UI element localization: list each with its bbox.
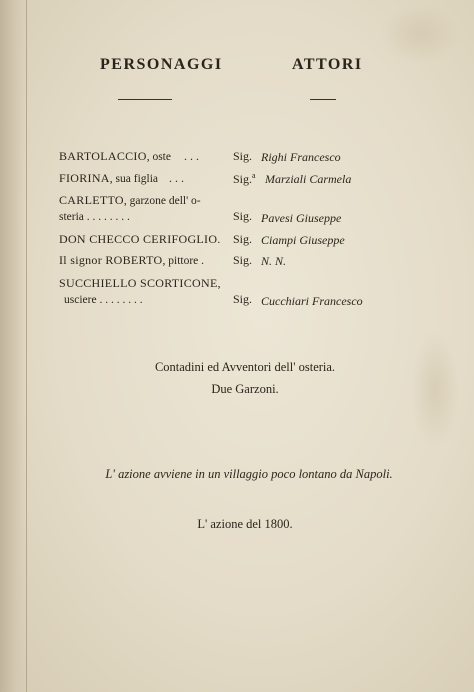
sig-label: Sig. bbox=[233, 232, 253, 246]
cast-row bbox=[59, 276, 220, 291]
character-name: DON CHECCO CERIFOGLIO bbox=[59, 232, 218, 246]
header-rule-right bbox=[310, 99, 336, 100]
cast-row bbox=[59, 193, 201, 208]
character-role: , bbox=[217, 278, 221, 290]
character-name: CARLETTO bbox=[59, 193, 124, 207]
page-spine bbox=[0, 0, 27, 692]
character-role: , sua figlia bbox=[109, 173, 159, 185]
character-role: . bbox=[217, 234, 221, 246]
extras-line-2: Due Garzoni. bbox=[211, 382, 279, 396]
header-rule-left bbox=[118, 99, 172, 100]
header-personaggi: PERSONAGGI bbox=[100, 56, 223, 73]
actor-name: N. N. bbox=[261, 254, 287, 268]
sig-label: Sig. bbox=[233, 209, 253, 223]
paper-stain bbox=[380, 4, 460, 64]
sig-label: Sig. bbox=[233, 292, 253, 306]
actor-name: Cucchiari Francesco bbox=[261, 294, 363, 308]
character-role: steria . . . . . . . . bbox=[59, 211, 130, 223]
character-role: usciere . . . . . . . . bbox=[64, 294, 143, 306]
character-role: , pittore . bbox=[162, 255, 205, 267]
sig-superscript: a bbox=[252, 171, 256, 180]
actor-name: Marziali Carmela bbox=[265, 172, 352, 186]
date-line: L' azione del 1800. bbox=[197, 517, 293, 531]
sig-label: Sig. bbox=[233, 253, 253, 267]
extras-line-1: Contadini ed Avventori dell' osteria. bbox=[154, 360, 336, 374]
character-name: Il signor ROBERTO bbox=[59, 253, 163, 267]
sig-text: Sig. bbox=[233, 172, 253, 186]
cast-row bbox=[59, 171, 184, 186]
character-name: BARTOLACCIO bbox=[59, 149, 147, 163]
cast-row bbox=[59, 209, 130, 224]
actor-name: Ciampi Giuseppe bbox=[261, 233, 345, 247]
cast-row bbox=[64, 292, 143, 307]
header-attori: ATTORI bbox=[292, 56, 363, 73]
actor-name: Pavesi Giuseppe bbox=[261, 211, 342, 225]
character-role: , oste bbox=[146, 151, 171, 163]
sig-label bbox=[233, 171, 256, 187]
sig-label: Sig. bbox=[233, 149, 253, 163]
actor-name: Righi Francesco bbox=[261, 150, 341, 164]
leader-dots: . . . bbox=[183, 149, 199, 163]
character-role: , garzone dell' o- bbox=[123, 195, 201, 207]
cast-row bbox=[59, 232, 220, 247]
cast-row bbox=[59, 253, 204, 268]
cast-row bbox=[59, 149, 199, 164]
character-name: FIORINA bbox=[59, 171, 110, 185]
leader-dots: . . . bbox=[169, 171, 185, 185]
character-name: SUCCHIELLO SCORTICONE bbox=[59, 276, 218, 290]
setting-line: L' azione avviene in un villaggio poco lontano da Napoli. bbox=[105, 467, 393, 481]
